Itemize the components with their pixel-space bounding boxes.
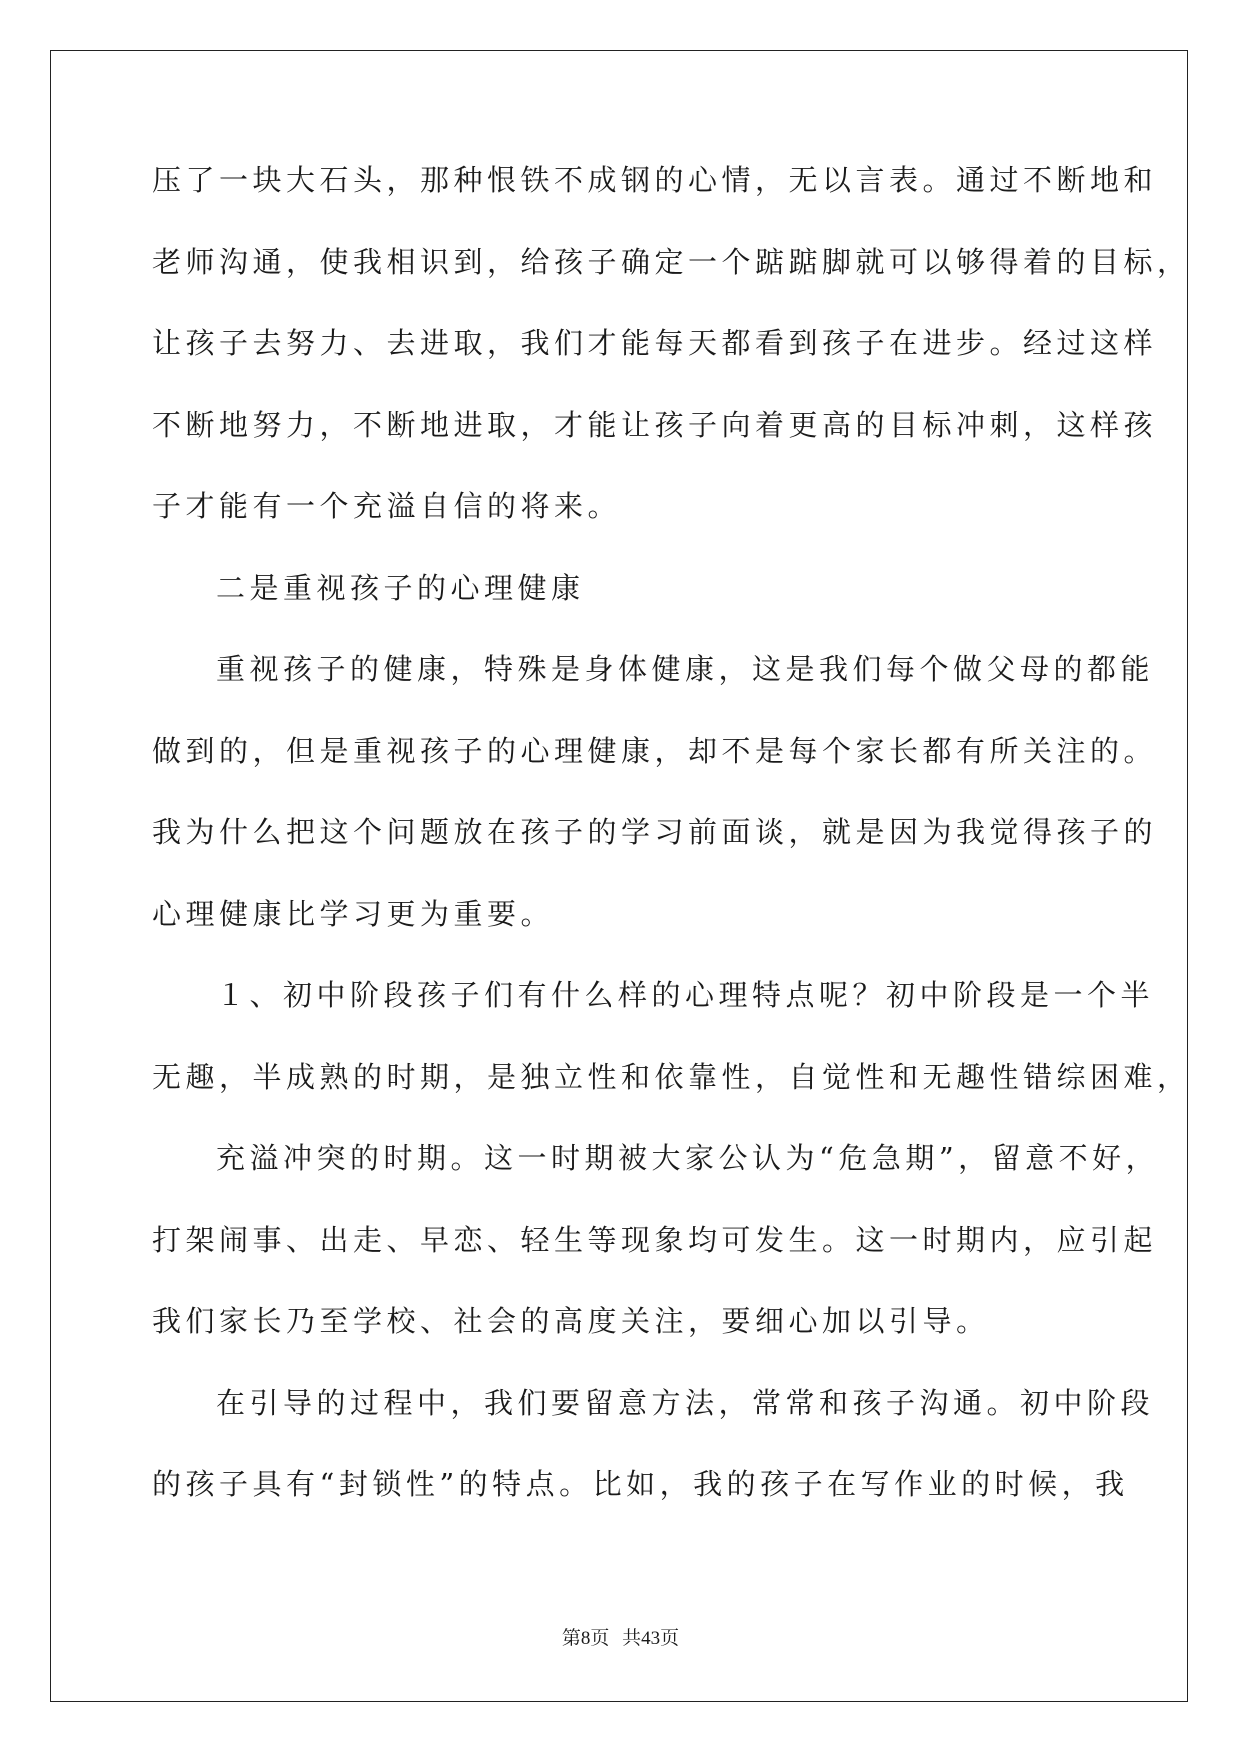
paragraph-line: 充溢冲突的时期。这一时期被大家公认为“危急期”，留意不好， bbox=[216, 1141, 1160, 1175]
paragraph-line: 让孩子去努力、去进取，我们才能每天都看到孩子在进步。经过这样 bbox=[152, 326, 1158, 360]
page-total: 共43页 bbox=[622, 1628, 680, 1649]
paragraph-line: 的孩子具有“封锁性”的特点。比如，我的孩子在写作业的时候，我 bbox=[152, 1467, 1129, 1501]
paragraph-line: 我为什么把这个问题放在孩子的学习前面谈，就是因为我觉得孩子的 bbox=[152, 815, 1158, 849]
paragraph-line: 我们家长乃至学校、社会的高度关注，要细心加以引导。 bbox=[152, 1304, 990, 1338]
paragraph-line: 压了一块大石头，那种恨铁不成钢的心情，无以言表。通过不断地和 bbox=[152, 163, 1158, 197]
paragraph-line: 无趣，半成熟的时期，是独立性和依靠性，自觉性和无趣性错综困难， bbox=[152, 1059, 1191, 1094]
page-number: 第8页 bbox=[561, 1628, 610, 1649]
page-footer bbox=[0, 1623, 1241, 1650]
paragraph-line: 子才能有一个充溢自信的将来。 bbox=[152, 489, 622, 523]
paragraph-line: 做到的，但是重视孩子的心理健康，却不是每个家长都有所关注的。 bbox=[152, 733, 1158, 768]
document-body bbox=[152, 160, 1191, 1546]
paragraph-line: 打架闹事、出走、早恋、轻生等现象均可发生。这一时期内，应引起 bbox=[152, 1222, 1158, 1257]
paragraph-line: 在引导的过程中，我们要留意方法，常常和孩子沟通。初中阶段 bbox=[216, 1385, 1155, 1420]
paragraph-line: 不断地努力，不断地进取，才能让孩子向着更高的目标冲刺，这样孩 bbox=[152, 407, 1158, 442]
paragraph-line: 老师沟通，使我相识到，给孩子确定一个踮踮脚就可以够得着的目标， bbox=[152, 244, 1191, 279]
paragraph-line: １、初中阶段孩子们有什么样的心理特点呢？初中阶段是一个半 bbox=[216, 978, 1155, 1012]
section-heading: 二是重视孩子的心理健康 bbox=[216, 570, 585, 605]
paragraph-line: 重视孩子的健康，特殊是身体健康，这是我们每个做父母的都能 bbox=[216, 652, 1155, 686]
paragraph-line: 心理健康比学习更为重要。 bbox=[152, 896, 555, 931]
